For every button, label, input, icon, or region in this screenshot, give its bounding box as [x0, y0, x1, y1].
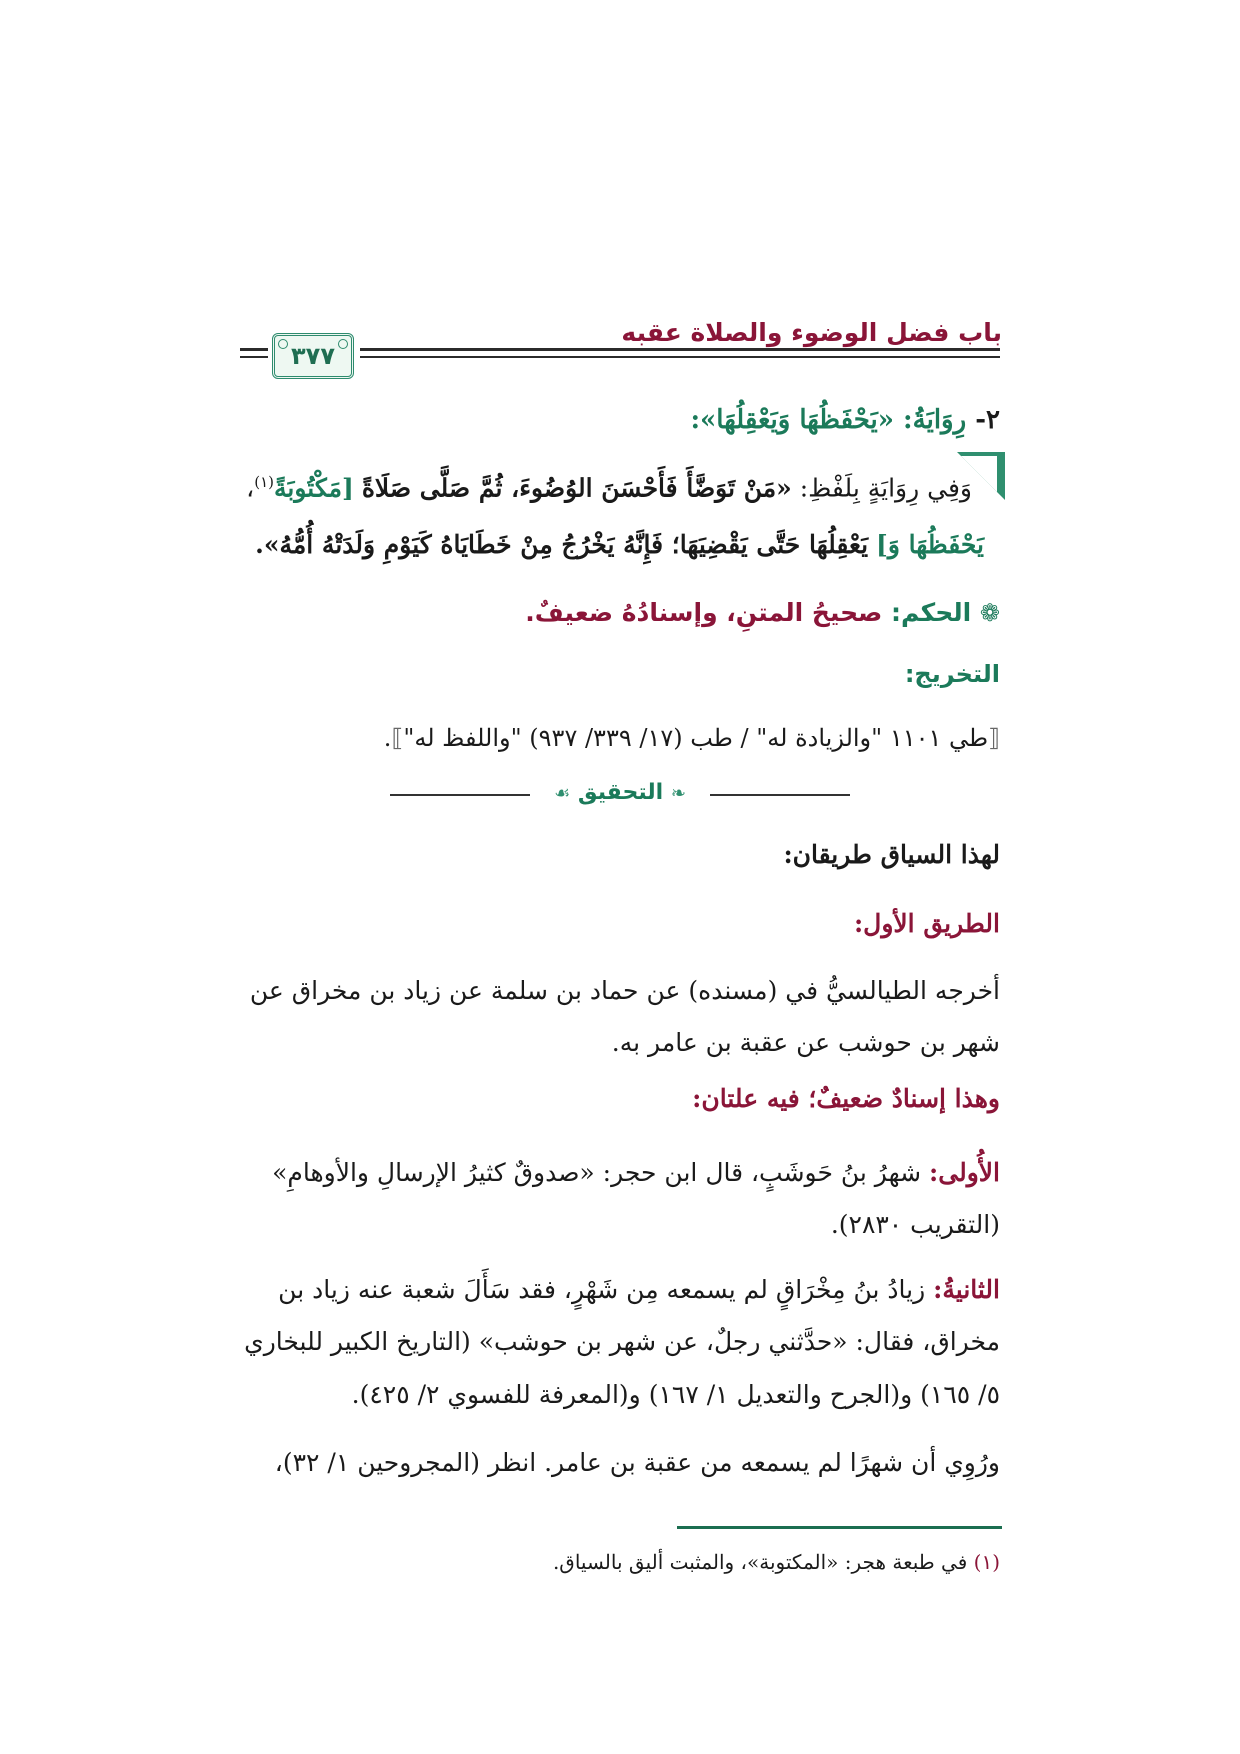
ruling-value: صحيحُ المتنِ، وإسنادُهُ ضعيفٌ.	[525, 598, 883, 627]
ruling	[525, 598, 1000, 627]
ornament-icon: ❧	[670, 783, 686, 804]
hadith-text-2: يَعْقِلُهَا حَتَّى يَقْضِيَهَا؛ فَإِنَّهُ يَخْرُجُ مِنْ خَطَايَاهُ كَيَوْمِ وَلَدَتْهُ أُمُّهُ».	[255, 530, 869, 559]
first-cause-line1	[272, 1158, 1000, 1187]
takhrij-label: التخريج:	[904, 660, 1000, 688]
hadith-addition-1: [مَكْتُوبَةً	[274, 473, 354, 503]
header-rule-right	[360, 348, 1000, 351]
second-cause-line1	[278, 1275, 1000, 1304]
section-heading	[690, 405, 1000, 435]
hadith-text-1: «مَنْ تَوَضَّأَ فَأَحْسَنَ الوُضُوءَ، ثُمَّ صَلَّى صَلَاةً	[361, 473, 792, 503]
takhrij-source: ⟦طي ١١٠١ "والزيادة له" / طب (١٧/ ٣٣٩/ ٩٣٧) "واللفظ له"⟧.	[383, 724, 1000, 752]
first-cause-line2: (التقريب ٢٨٣٠).	[830, 1210, 1000, 1239]
section-number: ٢-	[975, 405, 1000, 435]
header-rule-left-thin	[240, 356, 268, 358]
source-text: طي ١١٠١ "والزيادة له" / طب (١٧/ ٣٣٩/ ٩٣٧) "واللفظ له"	[403, 724, 989, 752]
hadith-comma: ،	[246, 473, 255, 503]
footnote-ref[interactable]: (١)	[254, 473, 275, 491]
hadith-intro: وَفِي رِوَايَةٍ بِلَفْظِ:	[791, 473, 972, 503]
ruling-label: الحكم:	[891, 598, 972, 627]
running-title: باب فضل الوضوء والصلاة عقبه	[621, 318, 1002, 347]
footnote-number: (١)	[973, 1550, 1000, 1574]
first-cause-text: شهرُ بنُ حَوشَبٍ، قال ابن حجر: «صدوقٌ كثيرُ الإرسالِ والأوهامِ»	[272, 1158, 930, 1187]
footnote	[553, 1550, 1000, 1574]
hadith-line-2	[255, 530, 984, 559]
para1-line2: شهر بن حوشب عن عقبة بن عامر به.	[611, 1028, 1000, 1057]
second-cause-label: الثانيةُ:	[933, 1275, 1000, 1304]
divider-label-wrap	[390, 780, 850, 805]
page-number: ٣٧٧	[291, 342, 335, 370]
second-cause-line2: مخراق، فقال: «حدَّثني رجلٌ، عن شهر بن حوشب» (التاريخ الكبير للبخاري	[244, 1327, 1000, 1356]
hadith-line-1	[246, 473, 972, 502]
last-line: ورُوِي أن شهرًا لم يسمعه من عقبة بن عامر. انظر (المجروحين ١/ ٣٢)،	[274, 1448, 1000, 1477]
section-title: رِوَايَةُ: «يَحْفَظُهَا وَيَعْقِلُهَا»:	[690, 405, 967, 435]
second-cause-text: زيادُ بنُ مِخْرَاقٍ لم يسمعه مِن شَهْرٍ، فقد سَأَلَ شعبة عنه زياد بن	[278, 1275, 934, 1304]
para1-line1: أخرجه الطيالسيُّ في (مسنده) عن حماد بن سلمة عن زياد بن مخراق عن	[249, 976, 1000, 1005]
flower-icon: ❁	[979, 599, 1000, 627]
footnote-text: في طبعة هجر: «المكتوبة»، والمثبت أليق بالسياق.	[552, 1550, 974, 1574]
paths-intro: لهذا السياق طريقان:	[783, 840, 1000, 869]
header-rule-right-thin	[360, 356, 1000, 358]
header-rule-left	[240, 348, 268, 351]
first-cause-label: الأُولى:	[929, 1158, 1000, 1187]
footnote-rule	[677, 1526, 1002, 1529]
ornament-icon: ☙	[554, 783, 571, 804]
second-cause-line3: ٥/ ١٦٥) و(الجرح والتعديل ١/ ١٦٧) و(المعرفة للفسوي ٢/ ٤٢٥).	[351, 1380, 1000, 1409]
close-bracket-icon: ⟧	[391, 724, 404, 752]
section-divider	[390, 780, 850, 810]
hadith-addition-2: يَحْفَظُهَا وَ]	[876, 530, 984, 559]
first-path-heading: الطريق الأول:	[853, 909, 1000, 938]
open-bracket-icon: ⟦	[988, 724, 1000, 752]
weakness-heading: وهذا إسنادٌ ضعيفٌ؛ فيه علتان:	[692, 1084, 1000, 1113]
page-number-badge	[272, 333, 354, 379]
divider-label: التحقيق	[577, 780, 664, 805]
